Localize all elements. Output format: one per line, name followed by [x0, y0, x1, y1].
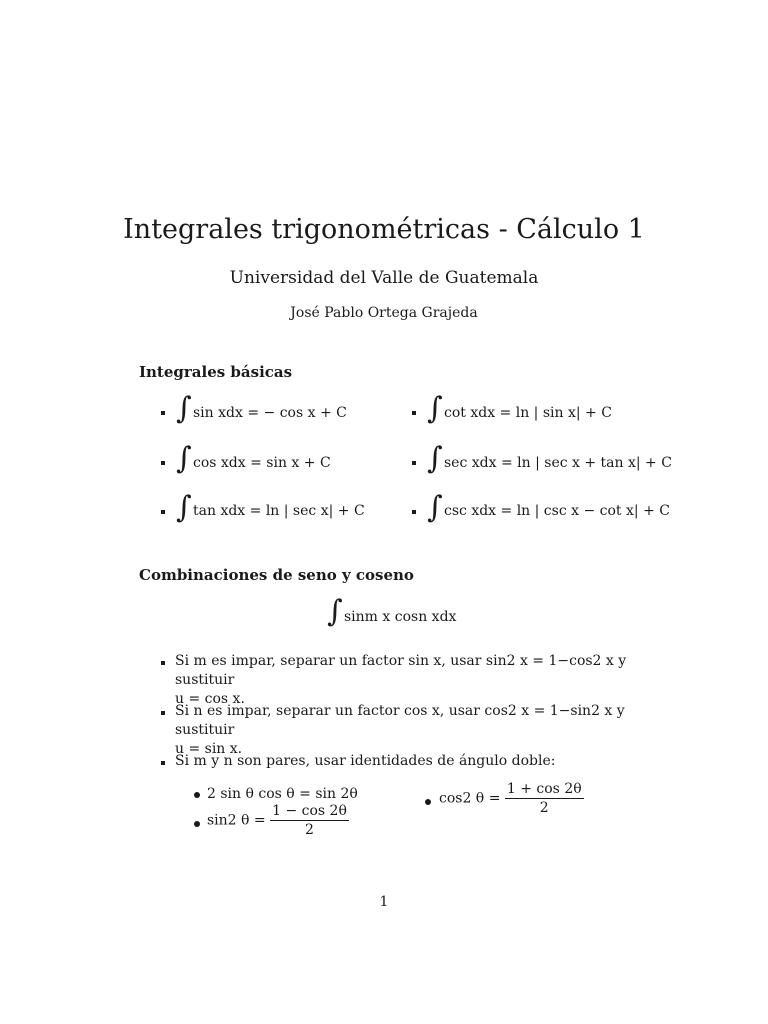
identity-lhs: cos2 θ = [439, 790, 501, 807]
section-heading-basic-integrals: Integrales básicas [139, 363, 293, 381]
bullet-dot-icon [194, 821, 200, 827]
bullet-square-icon [161, 661, 165, 665]
display-integral [344, 609, 456, 625]
identity-double-angle [207, 786, 358, 802]
list-item [175, 652, 635, 709]
integral-sign-icon: ∫ [176, 441, 192, 476]
list-item-line: Si m y n son pares, usar identidades de ángulo doble: [175, 753, 556, 769]
document-author: José Pablo Ortega Grajeda [290, 305, 478, 321]
integral-sign-icon: ∫ [176, 391, 192, 426]
integral-formula [193, 405, 347, 421]
identity-sin-squared [207, 803, 349, 838]
bullet-square-icon [161, 510, 165, 514]
fraction [505, 781, 584, 816]
list-item-line: Si m es impar, separar un factor sin x, usar sin2 x = 1−cos2 x y sustituir [175, 653, 627, 688]
formula-text: tan xdx = ln | sec x| + C [193, 503, 365, 519]
integral-sign-icon: ∫ [427, 441, 443, 476]
bullet-square-icon [161, 711, 165, 715]
list-item-line: u = sin x. [175, 741, 243, 757]
formula-text: csc xdx = ln | csc x − cot x| + C [444, 503, 670, 519]
identity-lhs: sin2 θ = [207, 812, 266, 829]
identity-text: 2 sin θ cos θ = sin 2θ [207, 786, 358, 802]
formula-text: cos xdx = sin x + C [193, 455, 331, 471]
integral-sign-icon: ∫ [327, 594, 343, 629]
fraction-numerator: 1 + cos 2θ [506, 781, 582, 797]
integral-formula [444, 503, 670, 519]
bullet-square-icon [412, 461, 416, 465]
fraction [270, 803, 349, 838]
bullet-square-icon [412, 411, 416, 415]
bullet-dot-icon [425, 799, 431, 805]
document-title: Integrales trigonométricas - Cálculo 1 [123, 214, 645, 245]
bullet-square-icon [161, 461, 165, 465]
bullet-square-icon [161, 411, 165, 415]
page-number: 1 [379, 894, 389, 910]
formula-text: sin xdx = − cos x + C [193, 405, 347, 421]
integral-formula [444, 455, 672, 471]
fraction-denominator: 2 [305, 822, 314, 838]
formula-text: cot xdx = ln | sin x| + C [444, 405, 612, 421]
integral-formula [193, 455, 331, 471]
list-item [175, 702, 635, 759]
integral-formula [444, 405, 612, 421]
list-item-line: Si n es impar, separar un factor cos x, usar cos2 x = 1−sin2 x y sustituir [175, 703, 625, 738]
identity-cos-squared [439, 781, 584, 816]
integral-sign-icon: ∫ [427, 391, 443, 426]
display-integral-text: sinm x cosn xdx [344, 609, 457, 625]
integral-sign-icon: ∫ [427, 490, 443, 525]
formula-text: sec xdx = ln | sec x + tan x| + C [444, 455, 672, 471]
bullet-square-icon [161, 761, 165, 765]
section-heading-sine-cosine: Combinaciones de seno y coseno [139, 566, 414, 584]
list-item [175, 752, 635, 771]
document-subtitle: Universidad del Valle de Guatemala [229, 268, 539, 288]
integral-formula [193, 503, 365, 519]
fraction-numerator: 1 − cos 2θ [272, 803, 347, 819]
bullet-dot-icon [194, 792, 200, 798]
list-item-line: u = cos x. [175, 691, 245, 707]
integral-sign-icon: ∫ [176, 490, 192, 525]
fraction-denominator: 2 [539, 800, 549, 816]
bullet-square-icon [412, 510, 416, 514]
